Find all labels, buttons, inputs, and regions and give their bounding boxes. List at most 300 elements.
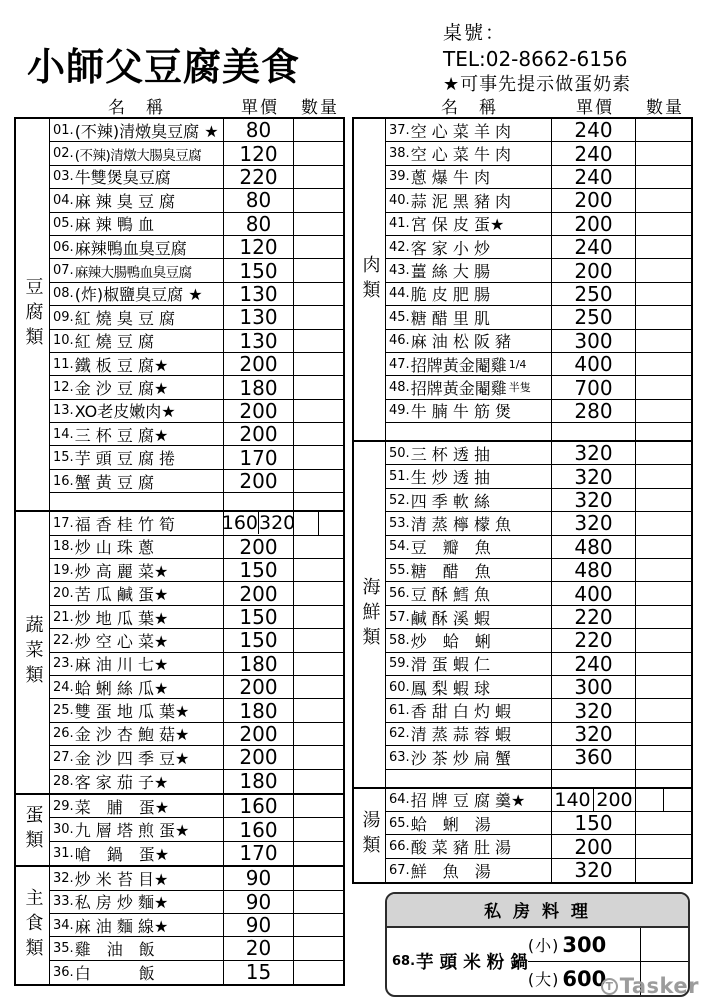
item-name-cell [50, 423, 223, 445]
item-price: 360 [551, 746, 635, 768]
item-name: 炒 米 苔 目★ [74, 869, 169, 889]
item-name: 空 心 菜 羊 肉 [410, 121, 512, 141]
item-name: 炒 山 珠 蔥 [74, 538, 154, 558]
item-name: 蒜 泥 黑 豬 肉 [410, 191, 512, 211]
item-name: 麻 油 麵 線★ [74, 916, 169, 936]
col-header-name: 名 稱 [441, 98, 498, 118]
col-header-name: 名 稱 [108, 98, 165, 118]
item-number: 23. [53, 656, 74, 672]
menu-row [50, 142, 343, 165]
menu-row [50, 629, 343, 652]
item-name: 菜 脯 蛋★ [74, 797, 170, 817]
item-name-cell [50, 536, 223, 558]
menu-row [386, 723, 691, 746]
item-number: 35. [53, 940, 74, 956]
qty-cell [293, 166, 343, 188]
item-name: 麻 辣 臭 豆 腐 [74, 191, 176, 211]
item-name: 招 牌 豆 腐 羹★ [410, 791, 526, 811]
category-label [354, 442, 386, 786]
menu-column-right [352, 94, 693, 997]
group-rows [50, 867, 343, 984]
category-text: 豆腐類 [22, 277, 44, 353]
menu-row [386, 582, 691, 605]
item-price: 300 [562, 932, 607, 957]
qty-cell [293, 142, 343, 164]
item-name-cell [386, 465, 551, 487]
menu-row [50, 770, 343, 793]
table-number-label: 桌號： [443, 22, 507, 44]
group-rows [386, 789, 691, 883]
contact-block [443, 20, 631, 98]
qty-cell-half [663, 789, 691, 811]
qty-cell [635, 259, 691, 281]
item-price: 150 [223, 259, 293, 281]
qty-cell [635, 465, 691, 487]
item-number: 61. [389, 703, 410, 719]
item-price: 15 [223, 961, 293, 984]
item-number: 16. [53, 473, 74, 489]
menu-group [14, 117, 345, 512]
item-name: 芋 頭 米 粉 鍋 [416, 953, 528, 974]
qty-cell [293, 470, 343, 492]
item-name-cell [386, 306, 551, 328]
menu-row [50, 699, 343, 722]
qty-cell [635, 400, 691, 422]
item-name: 炒 蛤 蜊 [410, 631, 491, 651]
size-label: (大) [527, 970, 560, 990]
item-name: 金 沙 豆 腐★ [74, 379, 169, 398]
menu-row [50, 723, 343, 746]
menu-row [386, 606, 691, 629]
item-name: 豆 瓣 魚 [410, 538, 491, 558]
empty-name-cell [386, 423, 551, 440]
empty-name-cell [50, 493, 223, 510]
qty-cell [635, 236, 691, 258]
item-name-cell [386, 723, 551, 745]
item-number: 20. [53, 586, 74, 602]
empty-price-cell [223, 493, 293, 510]
right-groups [352, 117, 693, 884]
item-name: 糖 醋 里 肌 [410, 308, 490, 328]
item-name-cell [386, 142, 551, 164]
item-name: 鐵 板 豆 腐★ [74, 355, 169, 375]
item-price: 150 [223, 559, 293, 581]
item-price: 320 [551, 699, 635, 721]
qty-cell [293, 606, 343, 628]
item-name: 清 蒸 檸 檬 魚 [410, 514, 512, 534]
qty-cell [293, 536, 343, 558]
item-price-alt: 320 [259, 512, 296, 535]
item-price: 150 [223, 606, 293, 628]
item-price: 80 [223, 119, 293, 141]
left-groups [14, 117, 345, 986]
item-name: 雞 油 飯 [74, 939, 155, 959]
category-label [16, 867, 50, 984]
item-name: 沙 茶 炒 扁 蟹 [410, 748, 512, 768]
item-name: 豆 酥 鱈 魚 [410, 585, 490, 605]
item-name: 紅 燒 臭 豆 腐 [74, 308, 176, 328]
item-price: 90 [223, 914, 293, 936]
item-name-cell [386, 536, 551, 558]
item-number: 25. [53, 703, 74, 719]
item-name: 炒 空 心 菜★ [74, 631, 169, 651]
item-name-cell [50, 914, 223, 936]
item-name: 四 季 軟 絲 [410, 491, 490, 511]
item-number: 19. [53, 562, 74, 578]
qty-cell [635, 119, 691, 141]
item-name-cell [386, 236, 551, 258]
qty-cell [635, 582, 691, 604]
qty-cell [635, 723, 691, 745]
item-number: 47. [389, 356, 410, 372]
item-name-cell [386, 746, 551, 768]
item-number: 26. [53, 726, 74, 742]
menu-row [50, 867, 343, 890]
item-name: 白 飯 [74, 963, 155, 983]
menu-row [50, 606, 343, 629]
qty-cell [293, 259, 343, 281]
item-name: 空 心 菜 牛 肉 [410, 145, 512, 165]
empty-row [386, 423, 691, 440]
menu-row [386, 789, 691, 812]
item-name: 嗆 鍋 蛋★ [74, 844, 170, 864]
item-price: 20 [223, 937, 293, 959]
item-price: 180 [223, 770, 293, 793]
item-note: 半隻 [508, 381, 531, 395]
item-name-cell [50, 606, 223, 628]
item-name: 生 炒 透 抽 [410, 468, 490, 488]
item-number: 36. [53, 964, 74, 980]
qty-cell [635, 189, 691, 211]
item-price: 180 [223, 376, 293, 398]
empty-row [386, 770, 691, 787]
menu-row [386, 236, 691, 259]
menu-row [386, 330, 691, 353]
item-price: 300 [551, 676, 635, 698]
item-name: 三 杯 豆 腐★ [74, 425, 169, 445]
qty-cell [293, 723, 343, 745]
item-price: 320 [551, 465, 635, 487]
qty-cell [635, 306, 691, 328]
item-name: 宮 保 皮 蛋★ [410, 215, 505, 235]
item-name-cell [50, 119, 223, 141]
qty-cell [293, 189, 343, 211]
item-name: 麻 辣 鴨 血 [74, 215, 154, 235]
col-header-qty: 數量 [646, 98, 684, 118]
item-name-cell [386, 629, 551, 651]
qty-cell [635, 512, 691, 534]
watermark-text: Tasker [619, 974, 699, 998]
item-name-cell [50, 961, 223, 984]
item-number: 57. [389, 609, 410, 625]
item-name-cell [386, 606, 551, 628]
qty-cell [293, 446, 343, 468]
group-rows [50, 119, 343, 510]
item-price: 170 [223, 842, 293, 865]
qty-cell [635, 835, 691, 857]
item-price: 200 [223, 723, 293, 745]
qty-cell [293, 746, 343, 768]
qty-cell [293, 842, 343, 865]
item-price: 120 [223, 142, 293, 164]
menu-row [50, 961, 343, 984]
category-text: 蛋類 [22, 805, 44, 856]
item-name: 招牌黃金閹雞 [410, 379, 507, 398]
item-name-cell [386, 676, 551, 698]
menu-row [50, 330, 343, 353]
group-rows [50, 795, 343, 865]
item-name: 麻辣鴨血臭豆腐 [74, 238, 187, 258]
menu-row [50, 283, 343, 306]
item-price: 320 [551, 859, 635, 882]
qty-cell [293, 770, 343, 793]
qty-cell [293, 213, 343, 235]
item-name-cell [50, 470, 223, 492]
menu-row [50, 446, 343, 469]
item-name-cell [386, 353, 551, 375]
item-name: 金 沙 四 季 豆★ [74, 748, 190, 768]
qty-cell [635, 676, 691, 698]
item-price: 80 [223, 213, 293, 235]
menu-row [50, 189, 343, 212]
menu-row [50, 891, 343, 914]
item-name-cell [50, 653, 223, 675]
menu-row [50, 559, 343, 582]
qty-cell [293, 937, 343, 959]
item-name-cell [386, 400, 551, 422]
special-item-name [387, 928, 528, 995]
qty-cell [293, 330, 343, 352]
category-text: 主食類 [22, 888, 44, 964]
item-number: 56. [389, 586, 410, 602]
item-number: 07. [53, 263, 74, 279]
item-number: 37. [389, 122, 410, 138]
item-price: 400 [551, 582, 635, 604]
item-name-cell [50, 213, 223, 235]
item-number: 54. [389, 539, 410, 555]
item-price: 150 [551, 812, 635, 834]
item-number: 45. [389, 309, 410, 325]
menu-row [386, 835, 691, 858]
category-text: 湯類 [359, 810, 381, 861]
menu-row [386, 512, 691, 535]
item-number: 12. [53, 379, 74, 395]
item-number: 50. [389, 445, 410, 461]
item-price: 200 [551, 259, 635, 281]
item-price: 90 [223, 867, 293, 889]
item-price: 180 [223, 653, 293, 675]
item-price: 700 [551, 376, 635, 398]
item-number: 17. [53, 515, 74, 531]
item-name: 招牌黃金閹雞 [410, 355, 507, 375]
menu-row [50, 937, 343, 960]
qty-cell [293, 493, 343, 510]
empty-row [50, 493, 343, 510]
menu-column-left [14, 94, 345, 997]
watermark [601, 974, 699, 998]
item-number: 06. [53, 239, 74, 255]
menu-row [386, 465, 691, 488]
item-name-cell [50, 770, 223, 793]
item-number: 64. [389, 792, 410, 808]
item-name-cell [50, 629, 223, 651]
qty-cell [635, 442, 691, 464]
qty-cell [293, 676, 343, 698]
group-rows [50, 512, 343, 793]
item-name-cell [50, 699, 223, 721]
qty-cell [635, 606, 691, 628]
item-price: 240 [551, 236, 635, 258]
item-name: 苦 瓜 鹹 蛋★ [74, 585, 169, 605]
item-name-cell [50, 259, 223, 281]
item-name: 芋 頭 豆 腐 捲 [74, 449, 176, 469]
qty-cell [635, 283, 691, 305]
menu-row [50, 676, 343, 699]
menu-row [50, 470, 343, 493]
qty-cell [635, 653, 691, 675]
item-name: 炒 高 麗 菜★ [74, 561, 169, 581]
item-name: 蔥 爆 牛 肉 [410, 168, 490, 188]
menu-row [386, 559, 691, 582]
item-name-cell [50, 795, 223, 817]
item-number: 67. [389, 862, 410, 878]
qty-cell [293, 891, 343, 913]
item-name: (不辣)清燉大腸臭豆腐 [74, 147, 202, 164]
item-name: 福 香 桂 竹 筍 [74, 514, 176, 534]
menu-row [386, 629, 691, 652]
item-number: 30. [53, 822, 74, 838]
item-name-cell [50, 400, 223, 422]
item-price: 200 [223, 676, 293, 698]
item-name-cell [386, 259, 551, 281]
menu-row [386, 142, 691, 165]
qty-cell [293, 818, 343, 840]
qty-cell [293, 699, 343, 721]
item-name-cell [386, 653, 551, 675]
item-name-cell [386, 489, 551, 511]
item-number: 39. [389, 169, 410, 185]
item-name: 麻 油 川 七★ [74, 655, 169, 675]
menu-row [386, 259, 691, 282]
phone-number: TEL:02-8662-6156 [443, 47, 628, 71]
item-name: 紅 燒 豆 腐 [74, 332, 154, 352]
item-name: 酸 菜 豬 肚 湯 [410, 838, 512, 858]
item-name-cell [386, 213, 551, 235]
menu-group [352, 440, 693, 788]
item-name-cell [50, 937, 223, 959]
menu-row [50, 376, 343, 399]
item-name-cell [50, 867, 223, 889]
item-name: 糖 醋 魚 [410, 561, 491, 581]
item-price: 200 [551, 189, 635, 211]
menu-row [386, 653, 691, 676]
item-number: 27. [53, 749, 74, 765]
qty-cell [293, 795, 343, 817]
item-name: 香 甜 白 灼 蝦 [410, 702, 512, 722]
qty-cell [635, 213, 691, 235]
group-rows [386, 119, 691, 440]
item-price: 200 [223, 423, 293, 445]
item-name-cell [50, 818, 223, 840]
qty-cell [635, 859, 691, 882]
item-number: 44. [389, 286, 410, 302]
item-number: 42. [389, 239, 410, 255]
item-price: 200 [551, 835, 635, 857]
menu-row [386, 306, 691, 329]
item-name-cell [386, 582, 551, 604]
menu-row [386, 376, 691, 399]
menu-row [50, 842, 343, 865]
item-number: 31. [53, 845, 74, 861]
item-price: 90 [223, 891, 293, 913]
menu-row [386, 166, 691, 189]
qty-cell [293, 400, 343, 422]
col-header-price: 單價 [241, 98, 279, 118]
size-label: (小) [527, 936, 560, 956]
item-price: 170 [223, 446, 293, 468]
item-number: 18. [53, 539, 74, 555]
qty-cell [635, 629, 691, 651]
item-note: 1/4 [508, 357, 527, 371]
item-price: 200 [223, 746, 293, 768]
item-number: 02. [53, 146, 74, 162]
qty-cell-small [641, 928, 688, 961]
item-number: 63. [389, 749, 410, 765]
qty-cell-half [294, 512, 318, 534]
item-price: 160 [223, 818, 293, 840]
group-rows [386, 442, 691, 786]
item-name: 滑 蛋 蝦 仁 [410, 655, 490, 675]
item-number: 52. [389, 492, 410, 508]
item-name-cell [386, 699, 551, 721]
menu-row [50, 400, 343, 423]
item-price: 320 [551, 512, 635, 534]
item-name: 九 層 塔 煎 蛋★ [74, 821, 190, 841]
item-number: 55. [389, 562, 410, 578]
item-price-cell [221, 512, 296, 535]
item-number: 24. [53, 679, 74, 695]
item-price-cell [551, 789, 635, 811]
item-name-cell [50, 283, 223, 305]
item-price: 220 [551, 629, 635, 651]
menu-group [14, 510, 345, 795]
item-price: 250 [551, 283, 635, 305]
qty-cell [635, 699, 691, 721]
item-name-cell [386, 559, 551, 581]
menu-row [50, 746, 343, 769]
empty-name-cell [386, 770, 551, 787]
item-number: 09. [53, 309, 74, 325]
item-name: 蛤 蜊 湯 [410, 814, 491, 834]
item-price: 160 [223, 795, 293, 817]
menu-row [50, 166, 343, 189]
vegetarian-note: ★可事先提示做蛋奶素 [443, 74, 632, 95]
menu-row [50, 914, 343, 937]
item-name-cell [50, 353, 223, 375]
item-price: 320 [551, 442, 635, 464]
menu-row [386, 189, 691, 212]
qty-cell [293, 961, 343, 984]
qty-cell [635, 536, 691, 558]
item-number: 51. [389, 469, 410, 485]
item-number: 65. [389, 815, 410, 831]
item-name-cell [50, 142, 223, 164]
category-label [16, 512, 50, 793]
item-name: 鹹 酥 溪 蝦 [410, 608, 490, 628]
item-number: 66. [389, 839, 410, 855]
category-text: 肉類 [359, 254, 381, 305]
item-number: 05. [53, 216, 74, 232]
